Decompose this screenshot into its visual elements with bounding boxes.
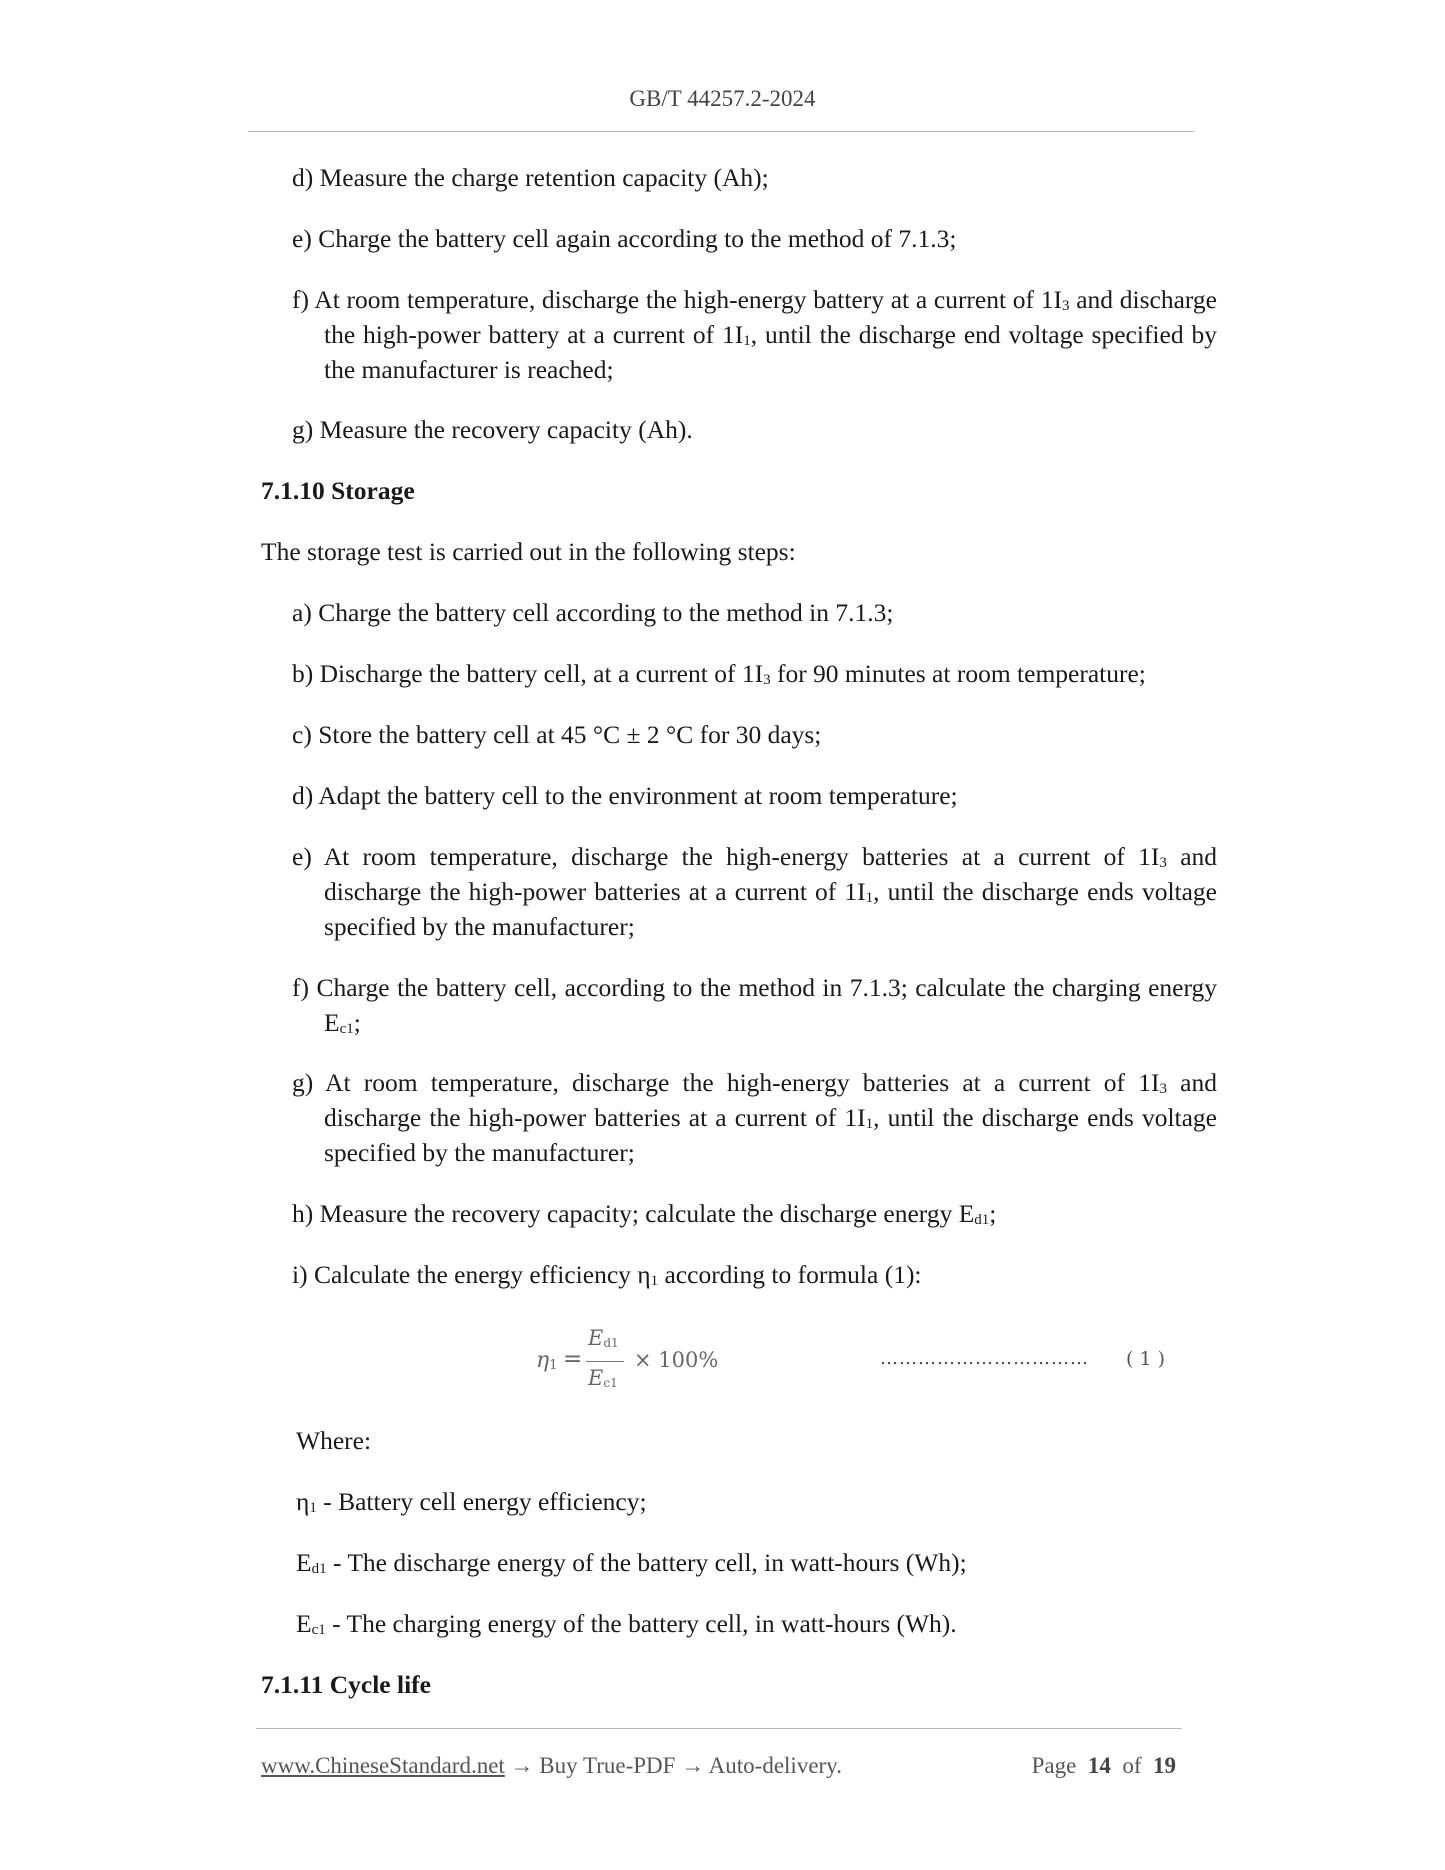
storage-step-c: c) Store the battery cell at 45 °C ± 2 °C for 30 days; — [292, 720, 822, 749]
header-divider — [248, 131, 1194, 132]
total-pages: 19 — [1153, 1753, 1176, 1778]
where-label: Where: — [296, 1426, 372, 1455]
formula-energy-efficiency — [530, 1326, 1190, 1396]
storage-step-f: f) Charge the battery cell, according to the method in 7.1.3; calculate the charging energy $E_{c1}$; — [292, 973, 1218, 1037]
storage-step-h: h) Measure the recovery capacity; calculate the discharge energy $E_{d1}$; — [292, 1199, 997, 1228]
page-indicator: Page 14 of 19 — [1031, 1753, 1176, 1778]
page-footer — [261, 1753, 1176, 1785]
list-item-d: d) Measure the charge retention capacity (Ah); — [292, 163, 769, 192]
storage-step-a: a) Charge the battery cell according to the method in 7.1.3; — [292, 598, 894, 627]
storage-step-b: b) Discharge the battery cell, at a current of $1I_3$ for 90 minutes at room temperature; — [292, 659, 1146, 688]
footer-buy-text: → Buy True-PDF — [504, 1753, 682, 1778]
footer-divider — [256, 1728, 1182, 1729]
storage-step-g: g) At room temperature, discharge the high-energy batteries at a current of $1I_3$ and discharge the high-power batteries at a current of $1I_1$, until the discharge ends voltage specified by the manufacturer; — [292, 1068, 1218, 1167]
storage-step-e: e) At room temperature, discharge the high-energy batteries at a current of $1I_3$ and discharge the high-power batteries at a current of $1I_1$, until the discharge ends voltage specified by the manufacturer; — [292, 842, 1218, 941]
formula-denominator: $E_{c1}$ — [588, 1366, 618, 1390]
page-header: GB/T 44257.2-2024 — [629, 86, 816, 111]
formula-equals: = — [563, 1346, 583, 1372]
definition-ed1: $E_{d1}$ - The discharge energy of the battery cell, in watt-hours (Wh); — [296, 1548, 967, 1577]
storage-step-i: i) Calculate the energy efficiency $\eta_1$ according to formula (1): — [292, 1260, 922, 1289]
current-page: 14 — [1087, 1753, 1111, 1778]
section-heading-storage: 7.1.10 Storage — [261, 476, 415, 505]
storage-intro: The storage test is carried out in the following steps: — [261, 537, 796, 566]
list-item-e: e) Charge the battery cell again according to the method of 7.1.3; — [292, 224, 957, 253]
formula-lhs: $\eta_1$ — [536, 1348, 558, 1373]
formula-numerator: $E_{d1}$ — [588, 1326, 619, 1350]
formula-fraction-bar — [586, 1361, 624, 1362]
footer-delivery-text: → Auto-delivery. — [681, 1753, 842, 1778]
storage-step-d: d) Adapt the battery cell to the environment at room temperature; — [292, 781, 958, 810]
definition-eta1: $\eta_1$ - Battery cell energy efficiency; — [296, 1487, 647, 1516]
definition-ec1: $E_{c1}$ - The charging energy of the battery cell, in watt-hours (Wh). — [296, 1609, 957, 1638]
list-item-f: f) At room temperature, discharge the high-energy battery at a current of $1I_3$ and discharge the high-power battery at a current of $1I_1$, until the discharge end voltage specified by the manufacturer is reached; — [292, 285, 1217, 384]
list-item-g: g) Measure the recovery capacity (Ah). — [292, 415, 693, 444]
formula-number: ( 1 ) — [1126, 1348, 1165, 1370]
website-link[interactable]: www.ChineseStandard.net — [261, 1753, 505, 1778]
section-heading-cycle-life: 7.1.11 Cycle life — [261, 1670, 431, 1699]
formula-leader-dots: …………………………… — [880, 1348, 1089, 1369]
footer-promo — [261, 1753, 842, 1779]
formula-multiplier: × 100% — [634, 1348, 719, 1372]
